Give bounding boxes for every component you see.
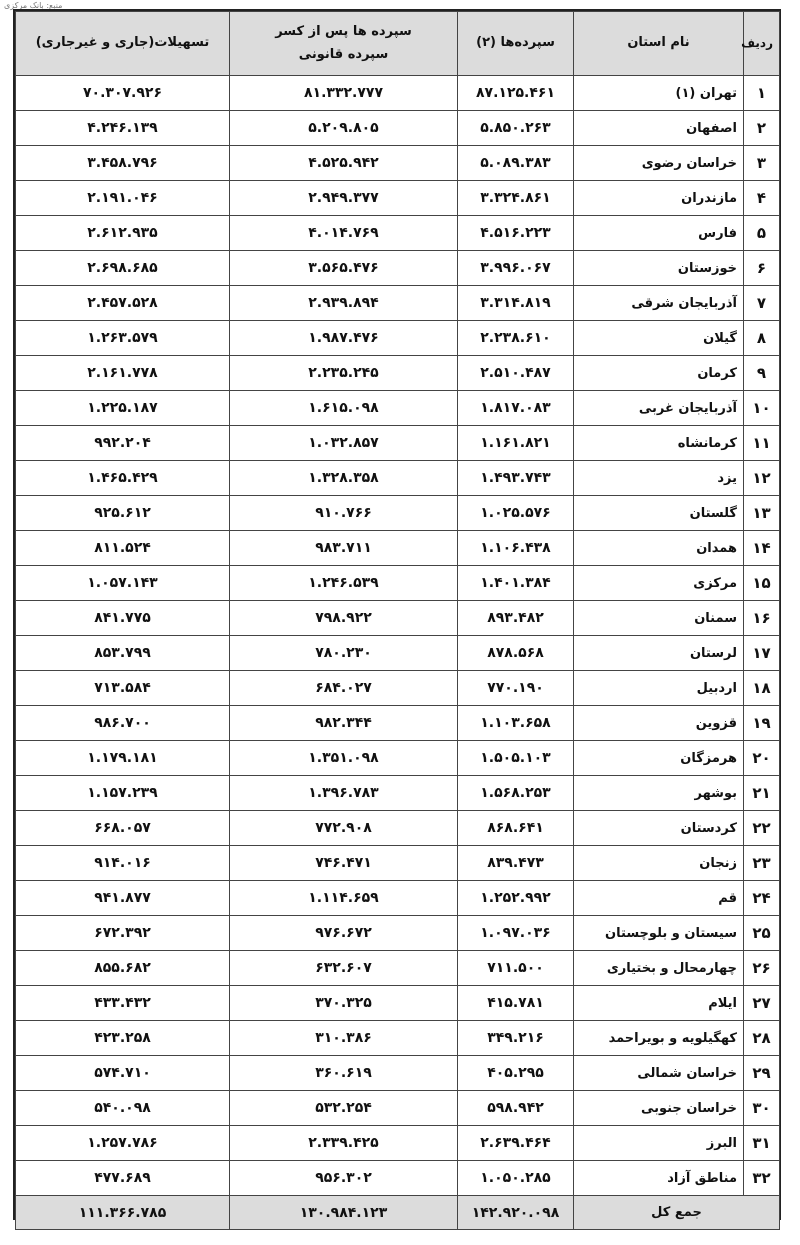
net-deposits-cell: ۵.۲۰۹.۸۰۵ [230,111,458,146]
facilities-cell: ۱.۴۶۵.۴۲۹ [16,461,230,496]
net-deposits-cell: ۱.۹۸۷.۴۷۶ [230,321,458,356]
province-cell: لرستان [574,636,744,671]
net-deposits-cell: ۳.۵۶۵.۴۷۶ [230,251,458,286]
net-deposits-cell: ۲.۹۴۹.۳۷۷ [230,181,458,216]
rank-cell: ۱۸ [744,671,780,706]
province-cell: اردبیل [574,671,744,706]
table-row [16,1021,780,1056]
province-cell: هرمزگان [574,741,744,776]
province-cell: سمنان [574,601,744,636]
deposits-cell: ۸۶۸.۶۴۱ [458,811,574,846]
table-row [16,776,780,811]
source-caption: منبع: بانک مرکزی [4,1,63,10]
table-row [16,636,780,671]
deposits-cell: ۳.۹۹۶.۰۶۷ [458,251,574,286]
province-cell: کرمان [574,356,744,391]
rank-cell: ۲۳ [744,846,780,881]
net-deposits-cell: ۹۸۲.۳۴۴ [230,706,458,741]
table-row [16,811,780,846]
table-row [16,251,780,286]
header-deposits: سپرده‌ها (۲) [458,12,574,76]
province-cell: البرز [574,1126,744,1161]
table-row [16,391,780,426]
province-cell: همدان [574,531,744,566]
header-net-deposits [230,12,458,76]
net-deposits-cell: ۹۷۶.۶۷۲ [230,916,458,951]
facilities-cell: ۴۲۳.۲۵۸ [16,1021,230,1056]
rank-cell: ۳۰ [744,1091,780,1126]
table-row [16,706,780,741]
deposits-cell: ۳.۳۱۴.۸۱۹ [458,286,574,321]
facilities-cell: ۲.۶۱۲.۹۳۵ [16,216,230,251]
province-cell: کردستان [574,811,744,846]
facilities-cell: ۱.۲۲۵.۱۸۷ [16,391,230,426]
rank-cell: ۲۹ [744,1056,780,1091]
net-deposits-cell: ۷۷۲.۹۰۸ [230,811,458,846]
deposits-cell: ۴۰۵.۲۹۵ [458,1056,574,1091]
facilities-cell: ۵۴۰.۰۹۸ [16,1091,230,1126]
deposits-cell: ۱.۱۶۱.۸۲۱ [458,426,574,461]
table-row [16,1056,780,1091]
deposits-cell: ۱.۸۱۷.۰۸۳ [458,391,574,426]
deposits-cell: ۱.۱۰۶.۴۳۸ [458,531,574,566]
rank-cell: ۲۵ [744,916,780,951]
net-deposits-cell: ۶۳۲.۶۰۷ [230,951,458,986]
net-deposits-cell: ۱.۳۵۱.۰۹۸ [230,741,458,776]
deposits-cell: ۸۷۸.۵۶۸ [458,636,574,671]
facilities-cell: ۴۳۳.۴۳۲ [16,986,230,1021]
deposits-cell: ۴۱۵.۷۸۱ [458,986,574,1021]
rank-cell: ۱۲ [744,461,780,496]
header-province: نام استان [574,12,744,76]
table-row [16,181,780,216]
province-cell: مازندران [574,181,744,216]
net-deposits-cell: ۱.۲۴۶.۵۳۹ [230,566,458,601]
net-deposits-cell: ۲.۹۳۹.۸۹۴ [230,286,458,321]
deposits-cell: ۸۳۹.۴۷۳ [458,846,574,881]
province-banking-table-sheet [13,9,781,1220]
province-cell: چهارمحال و بختیاری [574,951,744,986]
facilities-cell: ۱.۲۶۳.۵۷۹ [16,321,230,356]
facilities-cell: ۹۹۲.۲۰۴ [16,426,230,461]
net-deposits-cell: ۷۹۸.۹۲۲ [230,601,458,636]
net-deposits-cell: ۷۴۶.۴۷۱ [230,846,458,881]
rank-cell: ۳۲ [744,1161,780,1196]
province-cell: آذربایجان غربی [574,391,744,426]
header-net-deposits-label: سپرده ها پس از کسر سپرده قانونی [275,24,412,62]
province-cell: مرکزی [574,566,744,601]
rank-cell: ۱۳ [744,496,780,531]
rank-cell: ۲۴ [744,881,780,916]
rank-cell: ۴ [744,181,780,216]
table-row [16,111,780,146]
facilities-cell: ۷۱۳.۵۸۴ [16,671,230,706]
rank-cell: ۶ [744,251,780,286]
table-row [16,461,780,496]
net-deposits-cell: ۴.۵۲۵.۹۴۲ [230,146,458,181]
province-cell: قزوین [574,706,744,741]
rank-cell: ۳ [744,146,780,181]
table-row [16,1161,780,1196]
net-deposits-cell: ۹۱۰.۷۶۶ [230,496,458,531]
deposits-cell: ۲.۲۳۸.۶۱۰ [458,321,574,356]
table-row [16,881,780,916]
rank-cell: ۲۱ [744,776,780,811]
province-cell: خراسان جنوبی [574,1091,744,1126]
total-net-deposits: ۱۳۰.۹۸۴.۱۲۳ [230,1196,458,1230]
net-deposits-cell: ۱.۳۲۸.۳۵۸ [230,461,458,496]
deposits-cell: ۱.۰۵۰.۲۸۵ [458,1161,574,1196]
net-deposits-cell: ۹۵۶.۳۰۲ [230,1161,458,1196]
rank-cell: ۱۱ [744,426,780,461]
net-deposits-cell: ۷۸۰.۲۳۰ [230,636,458,671]
facilities-cell: ۶۶۸.۰۵۷ [16,811,230,846]
facilities-cell: ۸۵۳.۷۹۹ [16,636,230,671]
rank-cell: ۲۸ [744,1021,780,1056]
table-row [16,741,780,776]
facilities-cell: ۱.۱۵۷.۲۳۹ [16,776,230,811]
net-deposits-cell: ۵۳۲.۲۵۴ [230,1091,458,1126]
facilities-cell: ۴.۲۴۶.۱۳۹ [16,111,230,146]
header-facilities: تسهیلات(جاری و غیرجاری) [16,12,230,76]
province-cell: گلستان [574,496,744,531]
rank-cell: ۱۷ [744,636,780,671]
net-deposits-cell: ۳۷۰.۳۲۵ [230,986,458,1021]
facilities-cell: ۸۴۱.۷۷۵ [16,601,230,636]
table-row [16,146,780,181]
rank-cell: ۲ [744,111,780,146]
facilities-cell: ۸۵۵.۶۸۲ [16,951,230,986]
total-label: جمع کل [574,1196,780,1230]
table-row [16,531,780,566]
table-row [16,321,780,356]
province-cell: آذربایجان شرقی [574,286,744,321]
province-cell: فارس [574,216,744,251]
facilities-cell: ۱.۱۷۹.۱۸۱ [16,741,230,776]
table-body [16,76,780,1196]
facilities-cell: ۸۱۱.۵۲۴ [16,531,230,566]
province-cell: گیلان [574,321,744,356]
deposits-cell: ۱.۱۰۳.۶۵۸ [458,706,574,741]
table-row [16,986,780,1021]
deposits-cell: ۳.۳۲۴.۸۶۱ [458,181,574,216]
rank-cell: ۵ [744,216,780,251]
deposits-cell: ۵.۸۵۰.۲۶۳ [458,111,574,146]
rank-cell: ۹ [744,356,780,391]
facilities-cell: ۵۷۴.۷۱۰ [16,1056,230,1091]
rank-cell: ۲۲ [744,811,780,846]
deposits-cell: ۴.۵۱۶.۲۲۳ [458,216,574,251]
deposits-cell: ۲.۶۳۹.۴۶۴ [458,1126,574,1161]
facilities-cell: ۹۱۴.۰۱۶ [16,846,230,881]
deposits-cell: ۱.۰۲۵.۵۷۶ [458,496,574,531]
rank-cell: ۲۰ [744,741,780,776]
net-deposits-cell: ۱.۶۱۵.۰۹۸ [230,391,458,426]
table-row [16,496,780,531]
rank-cell: ۱ [744,76,780,111]
table-header [16,12,780,76]
facilities-cell: ۹۲۵.۶۱۲ [16,496,230,531]
table-row [16,216,780,251]
table-row [16,846,780,881]
rank-cell: ۲۶ [744,951,780,986]
table-row [16,601,780,636]
net-deposits-cell: ۱.۱۱۴.۶۵۹ [230,881,458,916]
province-cell: مناطق آزاد [574,1161,744,1196]
rank-cell: ۱۹ [744,706,780,741]
province-cell: کرمانشاه [574,426,744,461]
rank-cell: ۱۵ [744,566,780,601]
net-deposits-cell: ۲.۳۳۹.۴۲۵ [230,1126,458,1161]
deposits-cell: ۱.۵۶۸.۲۵۳ [458,776,574,811]
total-facilities: ۱۱۱.۳۶۶.۷۸۵ [16,1196,230,1230]
facilities-cell: ۶۷۲.۳۹۲ [16,916,230,951]
table-row [16,916,780,951]
table-row [16,951,780,986]
facilities-cell: ۴۷۷.۶۸۹ [16,1161,230,1196]
table-row [16,76,780,111]
province-cell: ایلام [574,986,744,1021]
province-cell: سیستان و بلوچستان [574,916,744,951]
rank-cell: ۱۰ [744,391,780,426]
deposits-cell: ۳۴۹.۲۱۶ [458,1021,574,1056]
header-rank: ردیف [744,12,780,76]
total-row [16,1196,780,1230]
deposits-cell: ۱.۵۰۵.۱۰۳ [458,741,574,776]
deposits-cell: ۸۹۳.۴۸۲ [458,601,574,636]
facilities-cell: ۱.۰۵۷.۱۴۳ [16,566,230,601]
province-cell: قم [574,881,744,916]
province-cell: کهگیلویه و بویراحمد [574,1021,744,1056]
net-deposits-cell: ۶۸۴.۰۲۷ [230,671,458,706]
province-cell: خوزستان [574,251,744,286]
deposits-cell: ۱.۴۹۳.۷۴۳ [458,461,574,496]
province-cell: زنجان [574,846,744,881]
table-row [16,566,780,601]
deposits-cell: ۲.۵۱۰.۴۸۷ [458,356,574,391]
net-deposits-cell: ۳۱۰.۳۸۶ [230,1021,458,1056]
table-row [16,1091,780,1126]
facilities-cell: ۱.۲۵۷.۷۸۶ [16,1126,230,1161]
rank-cell: ۸ [744,321,780,356]
deposits-cell: ۵.۰۸۹.۳۸۳ [458,146,574,181]
province-cell: خراسان شمالی [574,1056,744,1091]
net-deposits-cell: ۱.۳۹۶.۷۸۳ [230,776,458,811]
net-deposits-cell: ۸۱.۳۳۲.۷۷۷ [230,76,458,111]
net-deposits-cell: ۲.۲۳۵.۲۴۵ [230,356,458,391]
net-deposits-cell: ۴.۰۱۴.۷۶۹ [230,216,458,251]
facilities-cell: ۲.۱۶۱.۷۷۸ [16,356,230,391]
deposits-cell: ۱.۴۰۱.۳۸۴ [458,566,574,601]
net-deposits-cell: ۱.۰۳۲.۸۵۷ [230,426,458,461]
table-footer [16,1196,780,1230]
total-deposits: ۱۴۲.۹۲۰.۰۹۸ [458,1196,574,1230]
deposits-cell: ۷۷۰.۱۹۰ [458,671,574,706]
province-cell: اصفهان [574,111,744,146]
rank-cell: ۳۱ [744,1126,780,1161]
table-row [16,1126,780,1161]
deposits-cell: ۸۷.۱۲۵.۴۶۱ [458,76,574,111]
rank-cell: ۱۴ [744,531,780,566]
province-cell: یزد [574,461,744,496]
table-row [16,671,780,706]
province-cell: خراسان رضوی [574,146,744,181]
rank-cell: ۲۷ [744,986,780,1021]
province-cell: بوشهر [574,776,744,811]
facilities-cell: ۷۰.۳۰۷.۹۲۶ [16,76,230,111]
facilities-cell: ۲.۶۹۸.۶۸۵ [16,251,230,286]
facilities-cell: ۳.۴۵۸.۷۹۶ [16,146,230,181]
facilities-cell: ۲.۴۵۷.۵۲۸ [16,286,230,321]
facilities-cell: ۹۸۶.۷۰۰ [16,706,230,741]
table-row [16,356,780,391]
facilities-cell: ۹۴۱.۸۷۷ [16,881,230,916]
deposits-cell: ۱.۰۹۷.۰۳۶ [458,916,574,951]
net-deposits-cell: ۳۶۰.۶۱۹ [230,1056,458,1091]
rank-cell: ۱۶ [744,601,780,636]
rank-cell: ۷ [744,286,780,321]
table-row [16,286,780,321]
facilities-cell: ۲.۱۹۱.۰۴۶ [16,181,230,216]
deposits-cell: ۵۹۸.۹۴۲ [458,1091,574,1126]
net-deposits-cell: ۹۸۳.۷۱۱ [230,531,458,566]
deposits-cell: ۷۱۱.۵۰۰ [458,951,574,986]
province-banking-table [15,11,780,1230]
table-row [16,426,780,461]
province-cell: تهران (۱) [574,76,744,111]
deposits-cell: ۱.۲۵۲.۹۹۲ [458,881,574,916]
